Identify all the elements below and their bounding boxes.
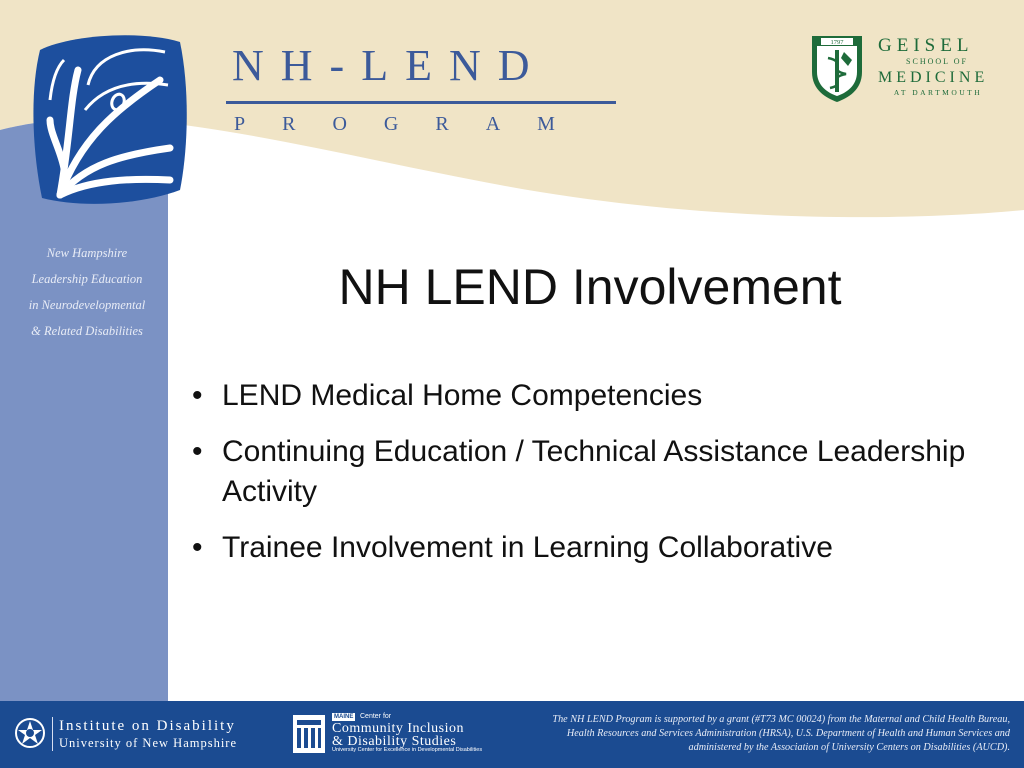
sidebar-line: New Hampshire [46,246,128,260]
ccids-maine-tag: MAINE [334,714,354,720]
sidebar-line: in Neurodevelopmental [28,298,146,312]
sidebar-line: & Related Disabilities [31,324,143,338]
bullet-text: Trainee Involvement in Learning Collaborative [222,531,833,564]
footer-bar [0,701,1024,768]
geisel-name: GEISEL [878,35,974,56]
grant-statement: The NH LEND Program is supported by a grant (#T73 MC 00024) from the Maternal and Child Health Bureau, Health Resources and Services Administration (HRSA), U.S. Department of Health and Human Services and administered by the Association of University Centers on Disabilities (AUCD). [552,714,1010,753]
ccids-center-for: Center for [360,713,392,720]
bullet-list [190,376,1000,584]
geisel-logo [808,32,998,104]
geisel-seal-logo [808,32,866,104]
ccids-logo [292,712,522,758]
seal-year: 1797 [830,39,844,46]
geisel-medicine: MEDICINE [878,69,989,86]
program-subtitle: PROGRAM [234,113,592,135]
title-rule [226,101,616,104]
bullet-marker: • [192,379,203,412]
bullet-item [190,376,1000,416]
iod-university: University of New Hampshire [59,736,238,750]
ccids-line1: Community Inclusion [332,721,464,736]
sidebar-program-name [14,240,160,344]
program-title: NH-LEND [232,41,547,90]
iod-divider [52,717,53,751]
slide-title: NH LEND Involvement [338,259,842,315]
bullet-text: LEND Medical Home Competencies [222,379,703,412]
iod-logo [14,715,264,755]
geisel-school-of: SCHOOL OF [906,57,968,66]
bullet-marker: • [192,435,203,468]
sidebar-line: Leadership Education [31,272,143,286]
nh-lend-leaf-logo [30,30,190,210]
iod-star-icon [14,717,46,749]
bullet-item [190,528,1000,568]
bullet-item [190,432,1000,512]
ccids-line2: & Disability Studies [332,734,457,749]
bullet-text: Continuing Education / Technical Assistance Leadership Activity [222,435,966,508]
bullet-marker: • [192,531,203,564]
ccids-line3: University Center for Excellence in Developmental Disabilities [332,747,483,753]
ccids-book-icon [292,714,326,754]
geisel-at-dartmouth: AT DARTMOUTH [893,88,983,97]
iod-name: Institute on Disability [59,718,236,734]
